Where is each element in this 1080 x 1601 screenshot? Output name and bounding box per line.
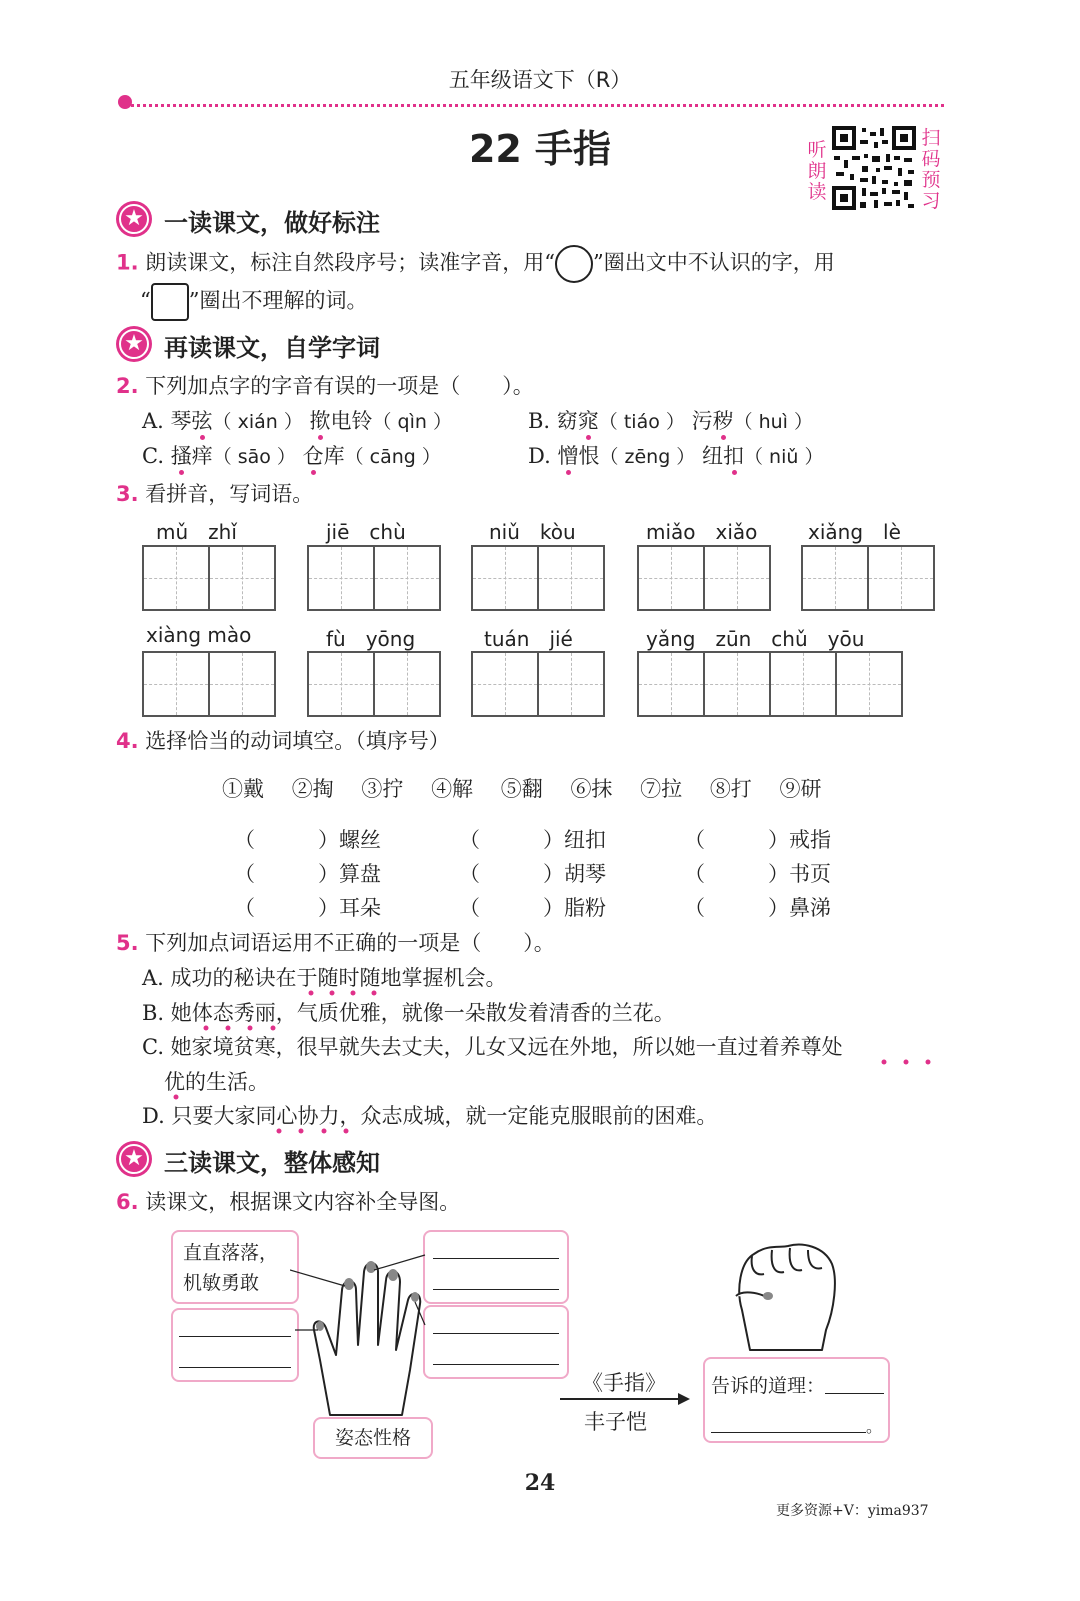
verb-option: ③拧	[361, 777, 404, 801]
fill-blank[interactable]: （ ）脂粉	[459, 896, 606, 920]
dotted-char: 扣	[723, 444, 744, 468]
fist-icon	[728, 1240, 838, 1355]
q5-option-d[interactable]: D. 只要大家同心协力，众志成城，就一定能克服眼前的困难。	[142, 1104, 718, 1128]
pinyin-label: jiē chù	[326, 520, 406, 544]
pinyin: （ xián ）	[212, 411, 303, 433]
book-author: 丰子恺	[584, 1410, 647, 1434]
fill-blank[interactable]: （ ）算盘	[234, 862, 381, 886]
q5-stem-text: 下列加点词语运用不正确的一项是（ ）。	[145, 931, 555, 955]
verb-option: ②掏	[291, 777, 334, 801]
dotted-char: 憎	[557, 444, 579, 468]
pinyin-label: yǎng zūn chǔ yōu	[646, 627, 865, 651]
footer-note: 更多资源+V：yima937	[776, 1503, 929, 1519]
qr-left-label: 听朗读	[807, 139, 827, 203]
open-hand-icon	[290, 1250, 435, 1420]
lesson-box[interactable]	[703, 1357, 890, 1443]
star-icon: ★	[116, 1141, 152, 1177]
pinyin: （ tiáo ）	[598, 411, 685, 433]
dotted-char: 弦	[191, 409, 213, 433]
fill-blank[interactable]: （ ）纽扣	[459, 828, 606, 852]
word: 痒	[191, 444, 213, 468]
q5-option-b[interactable]: B. 她体态秀丽，气质优雅，就像一朵散发着清香的兰花。	[142, 1001, 675, 1025]
question-number: 1.	[116, 250, 139, 275]
dotted-char: 揿	[309, 409, 331, 433]
word: 恨	[578, 444, 600, 468]
section-title-2: 再读课文，自学字词	[164, 334, 380, 362]
fill-blank[interactable]: （ ）鼻涕	[684, 896, 831, 920]
question-number: 5.	[116, 931, 139, 955]
word: 库	[323, 444, 345, 468]
star-icon: ★	[116, 201, 152, 237]
pinyin-label: xiǎng lè	[808, 520, 901, 544]
dotted-char: 仓	[302, 444, 324, 468]
q5-option-c[interactable]: C. 她家境贫寒，很早就失去丈夫，儿女又远在外地，所以她一直过着养尊处	[142, 1035, 843, 1059]
pinyin-label: niǔ kòu	[489, 520, 576, 544]
fill-blank[interactable]: （ ）螺丝	[234, 828, 381, 852]
word: 电铃	[330, 409, 373, 433]
pinyin-label: fù yōng	[326, 627, 416, 651]
pinyin-label: tuán jié	[484, 627, 573, 651]
word: 纽	[702, 444, 723, 468]
dotted-char: 搔	[170, 444, 192, 468]
dotted-char: 窕	[577, 409, 599, 433]
pinyin-label: miǎo xiǎo	[646, 520, 758, 544]
fill-blank[interactable]: （ ）书页	[684, 862, 831, 886]
q1-text-a: 朗读课文，标注自然段序号；读准字音，用“	[145, 250, 556, 275]
verb-option: ④解	[431, 777, 474, 801]
pinyin: （ cāng ）	[344, 446, 441, 468]
answer-box-left[interactable]	[171, 1308, 299, 1382]
thumb-trait-box	[171, 1230, 299, 1304]
question-number: 3.	[116, 482, 139, 506]
fill-blank[interactable]: （ ）戒指	[684, 828, 831, 852]
section-title-1: 一读课文，做好标注	[164, 209, 380, 237]
pinyin-label: mǔ zhǐ	[156, 520, 237, 544]
q1-text-c: “	[140, 288, 151, 313]
q4-stem-text: 选择恰当的动词填空。（填序号）	[145, 729, 450, 753]
pinyin: （ sāo ）	[212, 446, 296, 468]
arrow-icon	[560, 1392, 690, 1406]
lesson-label: 告诉的道理：	[711, 1375, 826, 1397]
thumb-trait-text: 直直落落，机敏勇敢	[183, 1242, 279, 1294]
question-number: 2.	[116, 374, 139, 398]
option-label: A.	[142, 409, 164, 433]
pinyin-label: xiàng mào	[146, 623, 252, 647]
book-title: 《手指》	[582, 1371, 666, 1395]
pinyin: （ niǔ ）	[744, 446, 824, 468]
star-icon: ★	[116, 326, 152, 362]
q5-option-a[interactable]: A. 成功的秘诀在于随时随地掌握机会。	[142, 966, 507, 990]
q6-stem-text: 读课文，根据课文内容补全导图。	[145, 1190, 461, 1214]
q3-stem-text: 看拼音，写词语。	[145, 482, 314, 506]
section-title-3: 三读课文，整体感知	[164, 1149, 380, 1177]
pinyin: （ huì ）	[733, 411, 814, 433]
lesson-period: 。	[865, 1417, 882, 1436]
fill-blank[interactable]: （ ）耳朵	[234, 896, 381, 920]
option-label: B.	[528, 409, 551, 433]
option-label: C.	[142, 444, 164, 468]
posture-box	[313, 1417, 433, 1459]
verb-option: ⑤翻	[500, 777, 543, 801]
fill-blank[interactable]: （ ）胡琴	[459, 862, 606, 886]
word: 窈	[556, 409, 578, 433]
qr-right-label: 扫码预习	[921, 127, 941, 212]
q1-text-b: ”圈出文中不认识的字，用	[593, 250, 835, 275]
page-header: 五年级语文下（R）	[448, 68, 632, 92]
q2-stem-text: 下列加点字的字音有误的一项是（ ）。	[145, 374, 534, 398]
option-label: D.	[528, 444, 551, 468]
verb-option: ⑨研	[779, 777, 822, 801]
word: 琴	[170, 409, 192, 433]
posture-text: 姿态性格	[334, 1427, 411, 1449]
word: 污	[691, 409, 713, 433]
answer-box-right-top[interactable]	[423, 1230, 569, 1304]
answer-box-right-bottom[interactable]	[423, 1305, 569, 1379]
question-6-stem	[116, 1186, 460, 1216]
dotted-char: 秽	[712, 409, 734, 433]
pinyin: （ qìn ）	[372, 411, 452, 433]
question-number: 4.	[116, 729, 139, 753]
q1-text-d: ”圈出不理解的词。	[188, 288, 368, 313]
verb-option: ①戴	[222, 777, 264, 801]
verb-option: ⑥抹	[570, 777, 613, 801]
lesson-title: 22 手指	[468, 127, 612, 171]
page-number: 24	[524, 1470, 556, 1496]
verb-option: ⑦拉	[640, 777, 683, 801]
q5-option-c-cont: 优的生活。	[164, 1070, 269, 1094]
pinyin: （ zēng ）	[599, 446, 696, 468]
question-number: 6.	[116, 1190, 139, 1214]
verb-option: ⑧打	[709, 777, 752, 801]
